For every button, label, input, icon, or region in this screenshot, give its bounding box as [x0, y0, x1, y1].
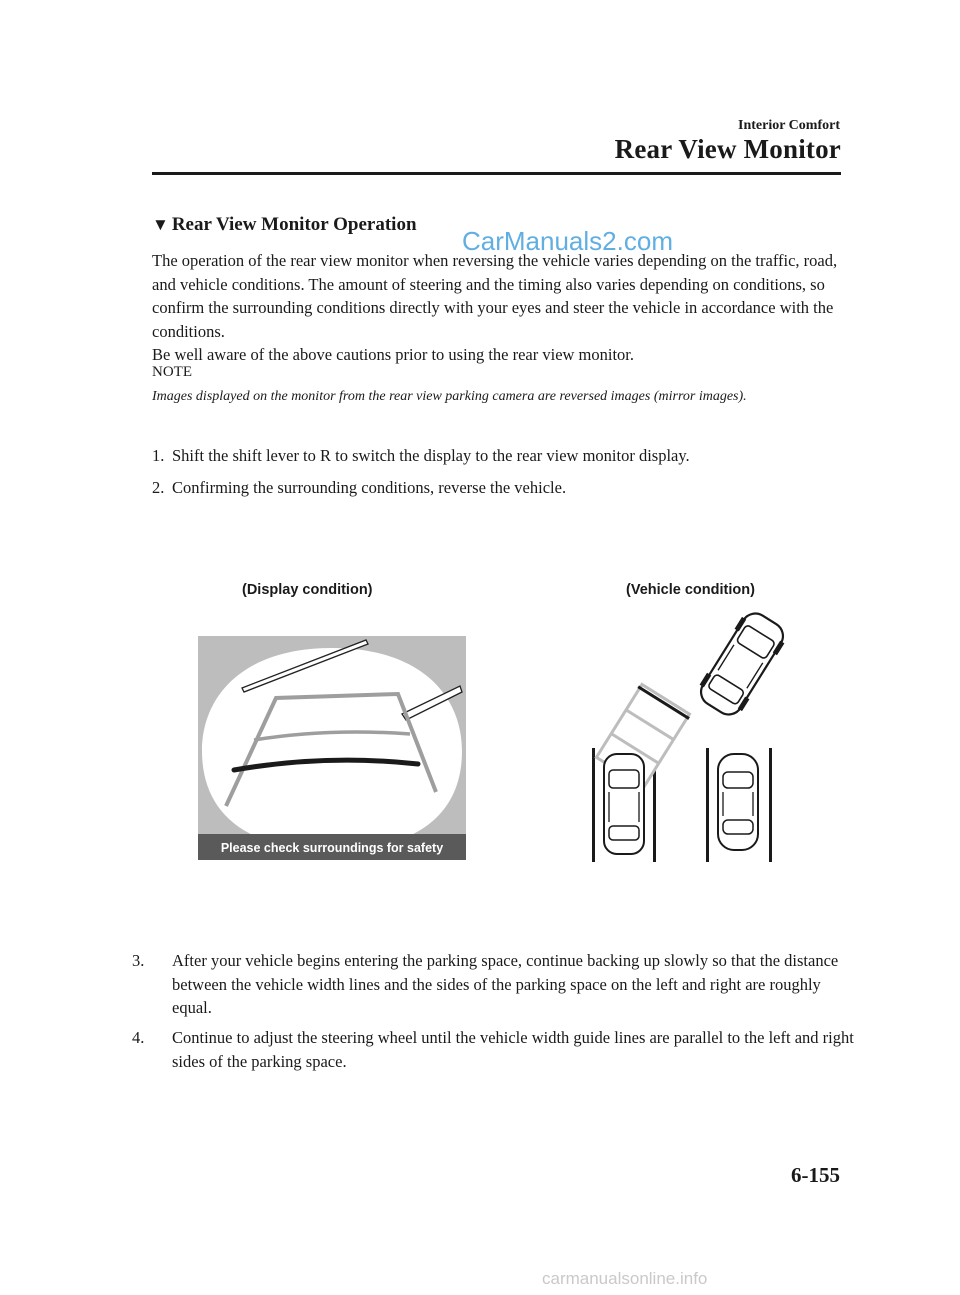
intro-body [152, 249, 852, 367]
section-label: Interior Comfort [738, 118, 840, 133]
step-number: 2. [152, 478, 165, 497]
step-text: Shift the shift lever to R to switch the display to the rear view monitor display. [172, 446, 690, 465]
step-4 [132, 1026, 862, 1073]
step-2 [152, 476, 852, 500]
step-text: Confirming the surrounding conditions, reverse the vehicle. [172, 478, 567, 497]
display-condition-caption: (Display condition) [242, 582, 373, 598]
step-1 [152, 444, 852, 468]
step-number: 3. [132, 951, 145, 970]
vehicle-condition-illustration [586, 606, 792, 870]
note-text: Images displayed on the monitor from the rear view parking camera are reversed images (mirror images). [152, 389, 747, 404]
step-3 [132, 949, 862, 1020]
step-number: 1. [152, 446, 165, 465]
page-title: Rear View Monitor [614, 134, 841, 164]
page-number: 6-155 [791, 1163, 840, 1187]
step-text: After your vehicle begins entering the parking space, continue backing up slowly so that the distance between the vehicle width lines and the sides of the parking space on the left and right are roughly equal. [172, 951, 839, 1017]
vehicle-condition-caption: (Vehicle condition) [626, 582, 755, 598]
step-number: 4. [132, 1028, 145, 1047]
note-label: NOTE [152, 364, 192, 380]
monitor-display-illustration [198, 636, 466, 860]
title-rule [152, 172, 841, 175]
watermark-bottom: carmanualsonline.info [542, 1269, 708, 1288]
section-heading [152, 214, 417, 236]
monitor-message: Please check surroundings for safety [220, 841, 444, 855]
watermark-top: CarManuals2.com [462, 226, 673, 256]
intro-caution: Be well aware of the above cautions prior to using the rear view monitor. [152, 345, 635, 364]
triangle-marker-icon: ▼ [152, 215, 169, 234]
step-text: Continue to adjust the steering wheel until the vehicle width guide lines are parallel to the left and right sides of the parking space. [172, 1028, 854, 1071]
section-heading-text: Rear View Monitor Operation [171, 214, 417, 235]
intro-paragraph: The operation of the rear view monitor when reversing the vehicle varies depending on the traffic, road, and vehicle conditions. The amount of steering and the timing also varies depending on conditions, so confirm the surrounding conditions directly with your eyes and steer the vehicle in accordance with the conditions. [152, 251, 838, 341]
